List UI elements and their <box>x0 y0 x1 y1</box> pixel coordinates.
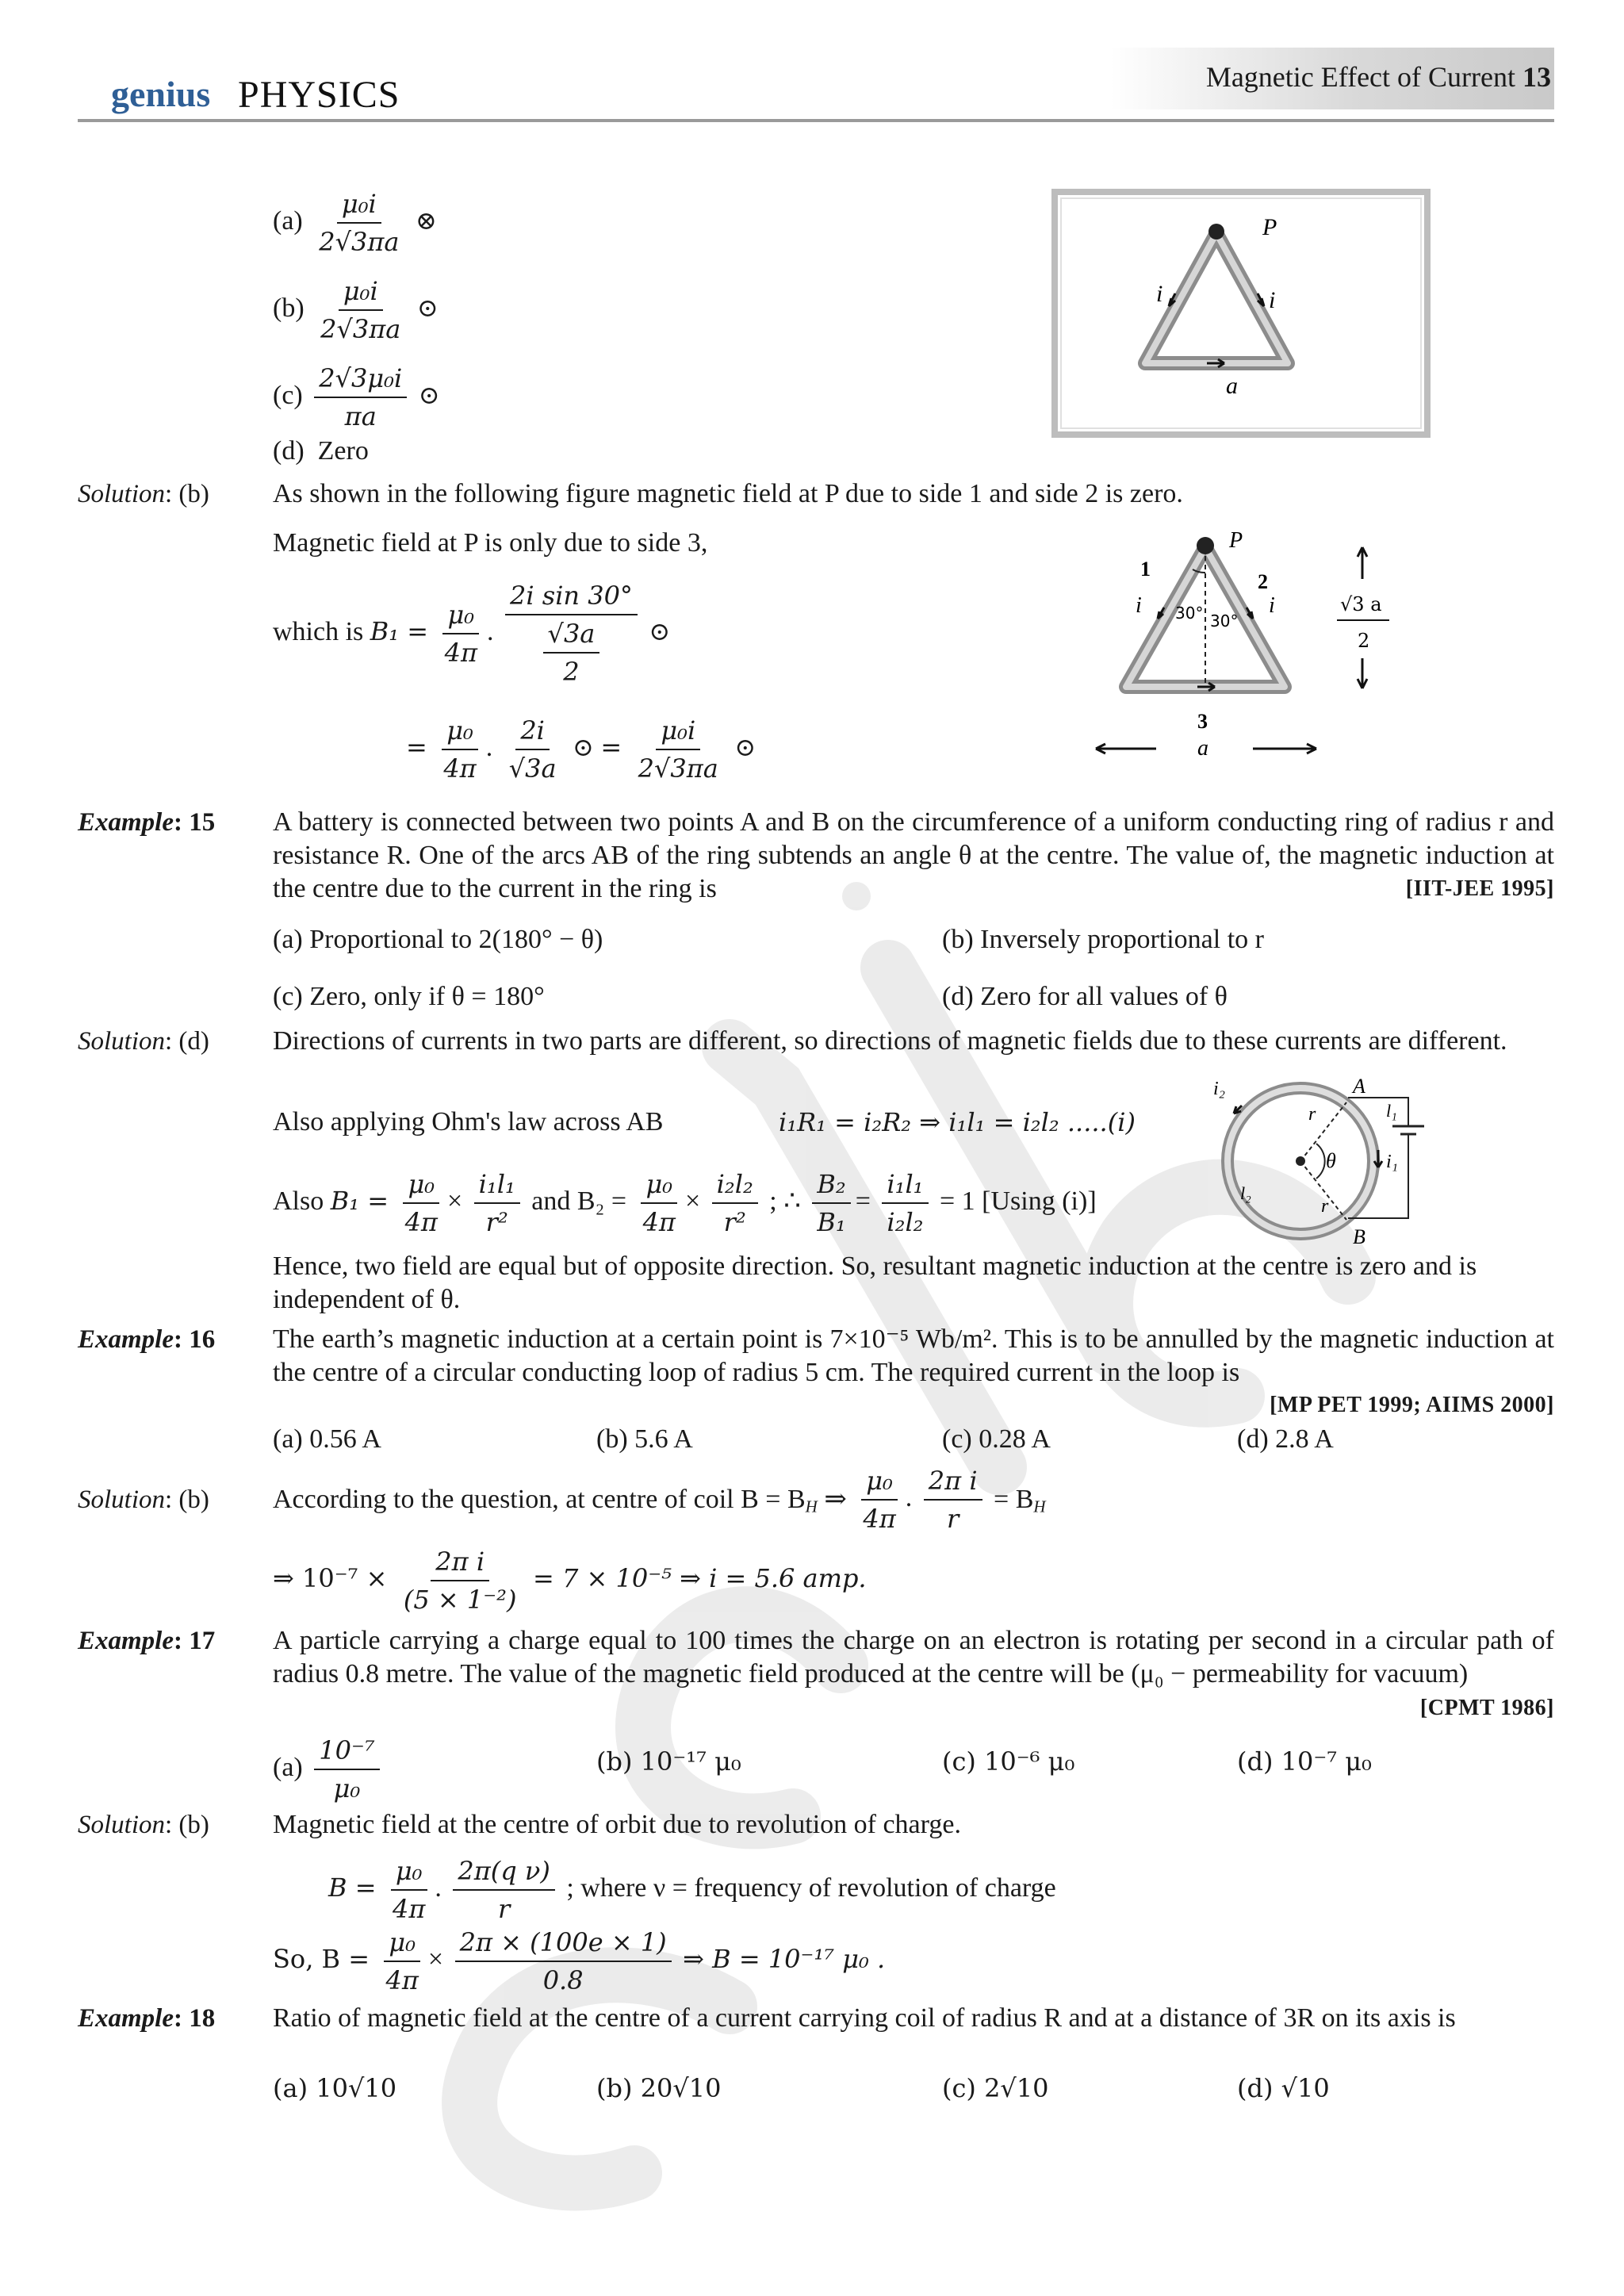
ex17-option-a: (a) $\frac{\text{10⁻⁷}}{\text{μ₀}}$ <box>273 1734 385 1805</box>
chapter-name: Magnetic Effect of Current <box>1205 61 1515 93</box>
q14-solution-line1: As shown in the following figure magnetic field at P due to side 1 and side 2 is zero. <box>273 479 1183 508</box>
q14-eq-line1: which is B₁ = $\frac{\text{μ₀}}{4\pi}$ . $\frac{\text{2i sin 30°}}{\frac{√3a}{2}}$ ⊙ <box>273 581 671 687</box>
fig2-label-2: 2 <box>1258 570 1268 593</box>
ex16-label: Example: 16 <box>78 1325 216 1354</box>
ex17-solution-label: Solution: (b) <box>78 1811 209 1839</box>
ex16-option-c: (c) 0.28 A <box>942 1424 1051 1454</box>
ex15-question: A battery is connected between two points A and B on the circumference of a uniform conducting ring of radius r and resistance R. One of the arcs AB of the ring subtends an angle θ at the centre. The value of, the magnetic induction at the centre due to the current in the ring is <box>273 807 1554 903</box>
ex17-question: A particle carrying a charge equal to 100 times the charge on an electron is rotating per second in a circular path of radius 0.8 metre. The value of the magnetic field produced at the centre will be (μ₀ − permeability for vacuum) <box>273 1626 1554 1688</box>
ex18-label: Example: 18 <box>78 2004 216 2033</box>
ex17-solution-line1: Magnetic field at the centre of orbit due to revolution of charge. <box>273 1810 961 1839</box>
fig2-label-p: P <box>1229 530 1243 553</box>
ex15-option-b: (b) Inversely proportional to r <box>942 925 1264 954</box>
ring-circuit-figure <box>1205 1068 1443 1250</box>
q14-option-d: (d) Zero <box>273 436 369 466</box>
fig2-label-i2: i <box>1269 593 1275 618</box>
page-number: 13 <box>1522 61 1551 93</box>
ex17-label: Example: 17 <box>78 1627 216 1655</box>
ex16-option-a: (a) 0.56 A <box>273 1424 381 1454</box>
ex18-option-b: (b) 20√10 <box>596 2073 722 2103</box>
fig2-label-i1: i <box>1136 593 1142 618</box>
ex18-option-d: (d) √10 <box>1237 2073 1330 2103</box>
fig3-label-r1: r <box>1308 1104 1316 1125</box>
ex15-option-c: (c) Zero, only if θ = 180° <box>273 982 545 1011</box>
ex18-option-a: (a) 10√10 <box>273 2073 397 2103</box>
ex16-option-d: (d) 2.8 A <box>1237 1424 1334 1454</box>
q14-solution-line2: Magnetic field at P is only due to side 3, <box>273 528 708 558</box>
subject-title: PHYSICS <box>238 74 400 116</box>
ex15-solution-line3: Hence, two field are equal but of opposite direction. So, resultant magnetic induction at the centre is zero and is independent of θ. <box>273 1251 1477 1314</box>
ex15-solution-line2: Also applying Ohm's law across AB <box>273 1107 664 1137</box>
q14-option-b: (b) $\frac{\text{μ₀i}}{2√3\pi a}$ ⊙ <box>273 276 439 344</box>
fig2-label-ang2: 30° <box>1210 611 1239 631</box>
logo-text: genius <box>111 74 211 114</box>
fig1-label-p: P <box>1262 214 1277 240</box>
ex16-source: [MP PET 1999; AIIMS 2000] <box>1270 1393 1554 1417</box>
fig3-label-A: A <box>1353 1075 1365 1098</box>
fig3-label-r2: r <box>1321 1196 1329 1217</box>
ex15-option-d: (d) Zero for all values of θ <box>942 982 1228 1011</box>
fig3-label-i1: i₁ <box>1386 1152 1399 1172</box>
ex15-label: Example: 15 <box>78 808 216 837</box>
fig2-label-ang1: 30° <box>1175 604 1204 623</box>
ex17-option-b: (b) 10⁻¹⁷ μ₀ <box>596 1746 741 1777</box>
ex17-source: [CPMT 1986] <box>1419 1696 1554 1720</box>
ex16-solution-eq2: ⇒ 10⁻⁷ × $\frac{\text{2π i}}{\text{(5 × 1⁻²)}}$ = 7 × 10⁻⁵ ⇒ i = 5.6 amp. <box>273 1547 867 1615</box>
fig2-label-3: 3 <box>1197 710 1208 733</box>
ex15-solution-line1: Directions of currents in two parts are different, so directions of magnetic fields due to these currents are different. <box>273 1026 1507 1056</box>
ex17-solution-eq1: B = $\frac{\text{μ₀}}{4\pi}$ . $\frac{\text{2π(q ν)}}{r}$ ; where ν = frequency of revolution of charge <box>328 1856 1056 1924</box>
chapter-title <box>1206 60 1551 94</box>
ex15-option-a: (a) Proportional to 2(180° − θ) <box>273 925 603 954</box>
q14-option-a: (a) $\frac{\text{μ₀i}}{2√3\pi a}$ ⊗ <box>273 189 437 257</box>
fig2-height-den: 2 <box>1358 630 1370 652</box>
ex17-solution-eq2: So, B = $\frac{\text{μ₀}}{4\pi}$ × $\frac{2\pi \times (100e \times 1)}{0.8}$ ⇒ B = 10⁻¹⁷ μ₀ . <box>273 1927 886 1995</box>
ex15-field-equation: Also B₁ = $\frac{\text{μ₀}}{4\pi}$ × $\frac{\text{i₁l₁}}{\text{r²}}$ and B₂ = $\frac{\text{μ₀}}{4\pi}$ × $\frac{\text{i₂l₂}}{\text{r²}}$ ; ∴ $\frac{\text{B₂}}{\text{B₁}}$ = $\frac{\text{i₁l₁}}{\text{i₂l₂}}$ = 1 [Using (i)] <box>273 1169 1097 1237</box>
triangle-angle-figure <box>1094 530 1404 768</box>
ex15-source: [IIT-JEE 1995] <box>1405 876 1554 901</box>
ex17-option-d: (d) 10⁻⁷ μ₀ <box>1237 1746 1372 1777</box>
fig1-label-i-right: i <box>1269 287 1276 313</box>
triangle-loop-figure <box>1050 187 1435 441</box>
fig3-label-theta: θ <box>1326 1149 1336 1172</box>
q14-eq-line2: = $\frac{\text{μ₀}}{4\pi}$ . $\frac{2i}{√3a}$ ⊙ = $\frac{\text{μ₀i}}{2√3\pi a}$ ⊙ <box>406 715 756 784</box>
fig2-label-a: a <box>1197 736 1208 761</box>
fig1-label-a: a <box>1226 373 1238 399</box>
ex15-solution-label: Solution: (d) <box>78 1027 209 1056</box>
fig3-label-l1: l₁ <box>1386 1101 1397 1121</box>
ex18-option-c: (c) 2√10 <box>942 2073 1049 2103</box>
ex17-option-c: (c) 10⁻⁶ μ₀ <box>942 1746 1075 1777</box>
ex16-question: The earth’s magnetic induction at a certain point is 7×10⁻⁵ Wb/m². This is to be annulled by the magnetic induction at the centre of a circular conducting loop of radius 5 cm. The required current in the loop is <box>273 1324 1554 1387</box>
q14-option-c: (c) $\frac{\text{2√3μ₀i}}{\pi a}$ ⊙ <box>273 363 440 431</box>
header-rule <box>78 119 1554 122</box>
q14-solution-label: Solution: (b) <box>78 480 209 508</box>
fig3-label-i2: i₂ <box>1213 1079 1226 1099</box>
fig2-label-1: 1 <box>1140 558 1151 581</box>
fig2-height-num: √3 a <box>1340 593 1382 615</box>
fig3-label-l2: l₂ <box>1240 1183 1251 1203</box>
fig3-label-B: B <box>1353 1225 1365 1248</box>
fig1-label-i-left: i <box>1156 281 1163 307</box>
ex15-ohm-equation: i₁R₁ = i₂R₂ ⇒ i₁l₁ = i₂l₂ .....(i) <box>779 1107 1136 1137</box>
ex18-question: Ratio of magnetic field at the centre of a current carrying coil of radius R and at a distance of 3R on its axis is <box>273 2003 1456 2033</box>
ex16-solution-label: Solution: (b) <box>78 1485 209 1514</box>
ex16-option-b: (b) 5.6 A <box>596 1424 693 1454</box>
ex16-solution-eq1: According to the question, at centre of coil $B = B_H$ ⇒ $\frac{\text{μ₀}}{4\pi}$ . $\frac{\text{2π i}}{r}$ = $B_H$ <box>273 1466 1046 1534</box>
